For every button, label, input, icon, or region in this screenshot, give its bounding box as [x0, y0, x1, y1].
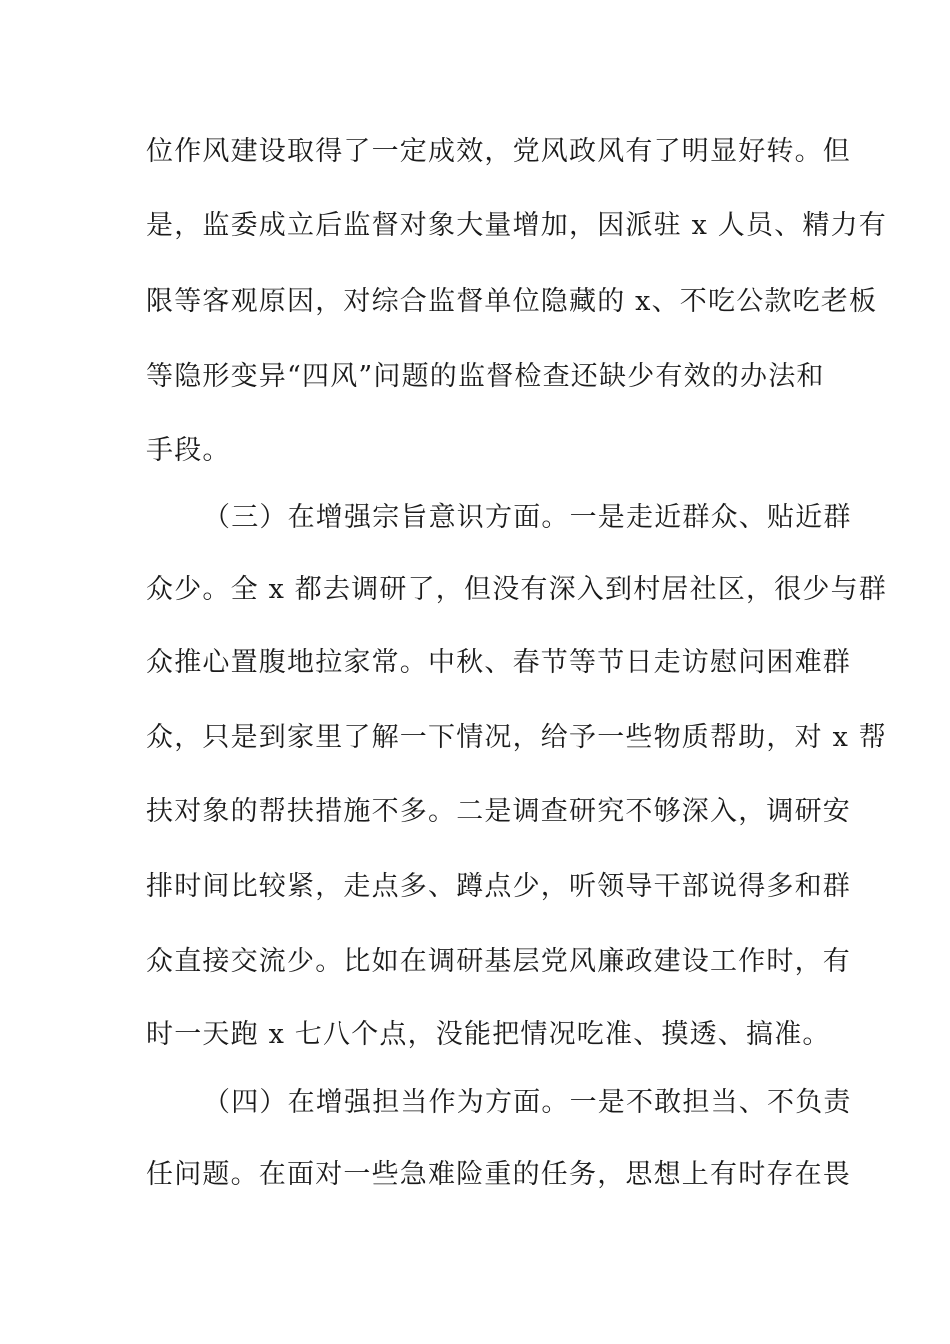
text-line: 排时间比较紧，走点多、蹲点少，听领导干部说得多和群 — [146, 871, 851, 902]
text-line: 限等客观原因，对综合监督单位隐藏的 x、不吃公款吃老板 — [146, 286, 878, 317]
section-heading-line: （四）在增强担当作为方面。一是不敢担当、不负责 — [203, 1087, 852, 1118]
text-line: 是，监委成立后监督对象大量增加，因派驻 x 人员、精力有 — [146, 210, 887, 241]
text-line: 任问题。在面对一些急难险重的任务，思想上有时存在畏 — [146, 1159, 851, 1190]
text-line: 众，只是到家里了解一下情况，给予一些物质帮助，对 x 帮 — [146, 722, 887, 753]
text-line: 扶对象的帮扶措施不多。二是调查研究不够深入，调研安 — [146, 796, 851, 827]
section-heading-line: （三）在增强宗旨意识方面。一是走近群众、贴近群 — [203, 502, 852, 533]
text-line: 众直接交流少。比如在调研基层党风廉政建设工作时，有 — [146, 946, 851, 977]
text-line: 众少。全 x 都去调研了，但没有深入到村居社区，很少与群 — [146, 574, 887, 605]
text-line: 位作风建设取得了一定成效，党风政风有了明显好转。但 — [146, 136, 851, 167]
text-line: 众推心置腹地拉家常。中秋、春节等节日走访慰问困难群 — [146, 647, 851, 678]
text-line: 手段。 — [146, 435, 231, 466]
text-line: 时一天跑 x 七八个点，没能把情况吃准、摸透、搞准。 — [146, 1019, 831, 1050]
text-line: 等隐形变异“四风”问题的监督检查还缺少有效的办法和 — [146, 361, 825, 392]
